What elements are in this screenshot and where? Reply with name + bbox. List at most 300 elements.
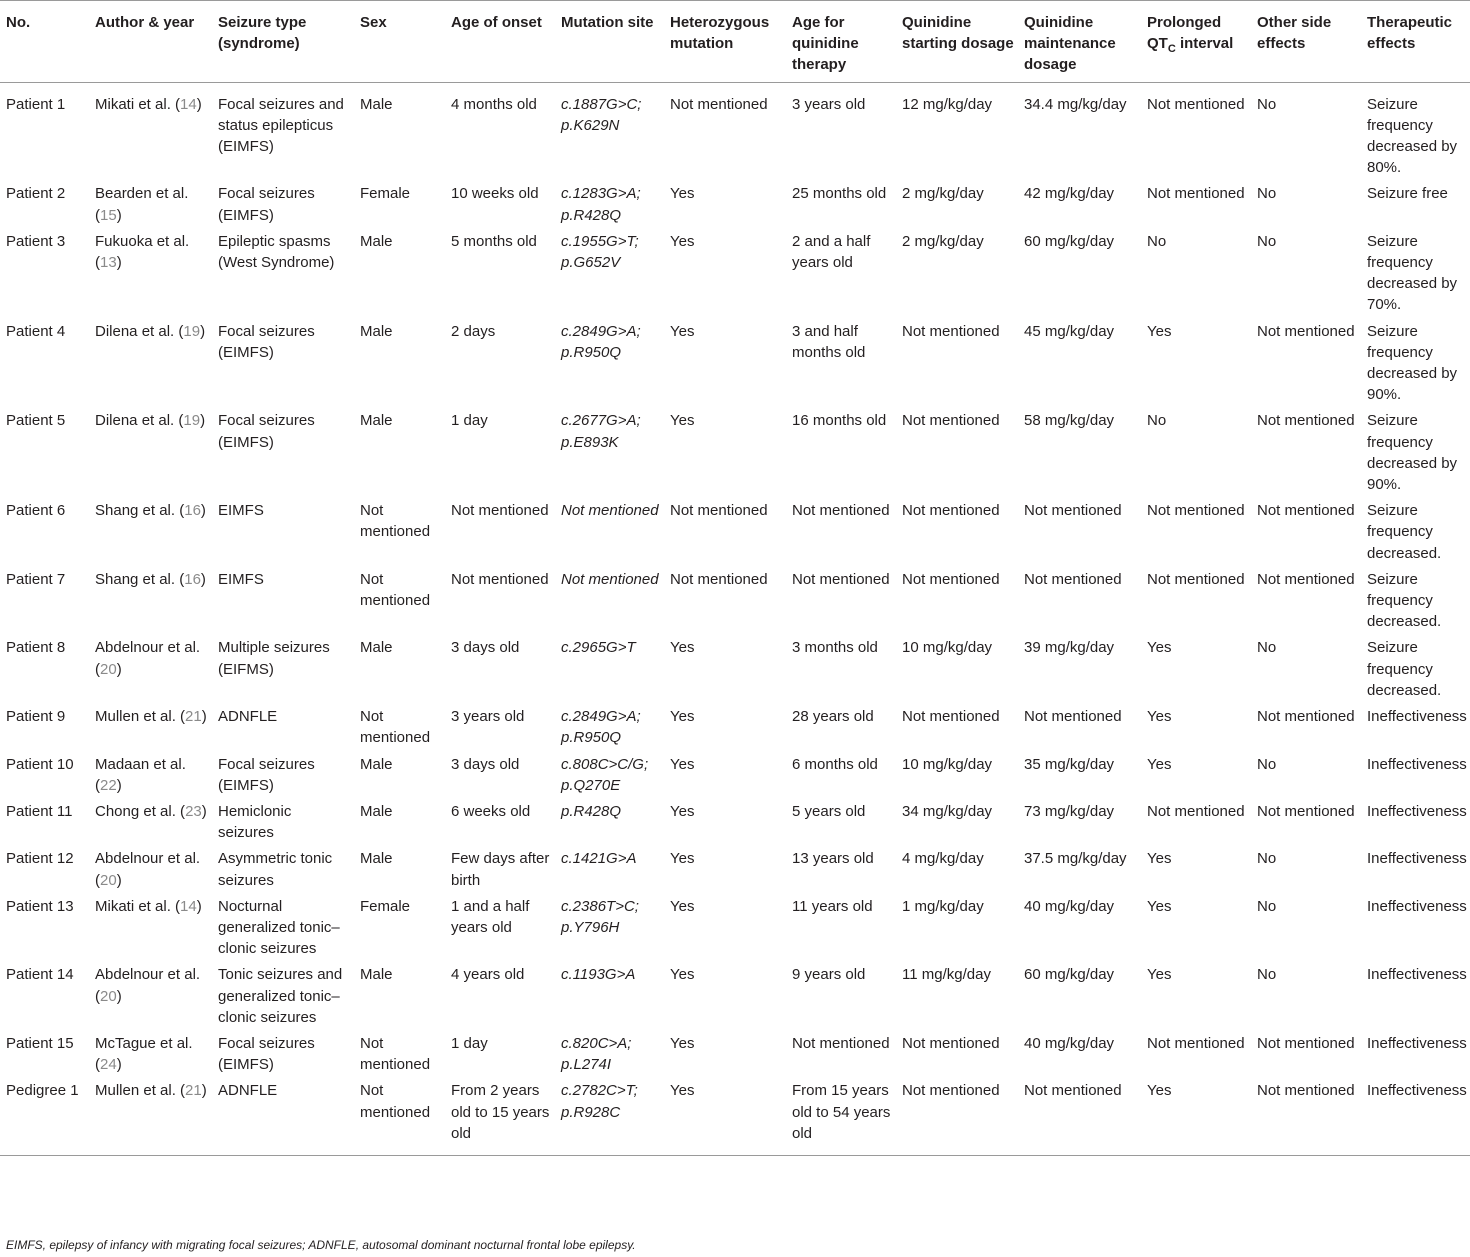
cell-age-therapy: [786, 896, 896, 965]
cell-text: Yes: [670, 802, 695, 820]
cell-text: c.2965G>T: [561, 639, 636, 657]
cell-text: 3 years old: [792, 95, 866, 113]
cell-onset: [445, 848, 555, 895]
cell-text: Not mentioned: [360, 502, 431, 541]
cell-onset: [445, 321, 555, 411]
cell-hetero: [664, 801, 786, 848]
cell-text: c.1421G>A: [561, 850, 637, 868]
cell-text: Patient 11: [6, 802, 73, 820]
cell-text: No: [1257, 850, 1277, 868]
cell-author: Abdelnour et al. (20): [95, 639, 201, 678]
cell-text: Chong et al.: [95, 802, 176, 820]
cell-qtc: [1141, 569, 1251, 638]
cell-text: Yes: [670, 232, 695, 250]
cell-side: [1251, 183, 1361, 230]
cell-text: 10 weeks old: [451, 185, 539, 203]
cell-seizure: [212, 637, 354, 706]
cell-text: Yes: [670, 322, 695, 340]
cell-text: Ineffectiveness: [1367, 708, 1467, 726]
column-header: [445, 1, 555, 83]
table-row: [0, 848, 1470, 895]
header-row: [0, 1, 1470, 83]
reference-link[interactable]: 16: [184, 502, 201, 520]
column-header-subscript: C: [1167, 43, 1176, 56]
cell-mutation: [555, 964, 664, 1033]
cell-text: c.808C>C/G; p.Q270E: [561, 755, 649, 794]
column-header-label: Mutation site: [561, 14, 654, 31]
cell-text: Fukuoka et al.: [95, 232, 190, 250]
cell-onset: [445, 231, 555, 321]
cell-age-therapy: [786, 637, 896, 706]
table-row: [0, 754, 1470, 801]
cell-text: No: [1147, 232, 1167, 250]
cell-onset: [445, 637, 555, 706]
cell-text: p.R428Q: [561, 802, 622, 820]
cell-text: 3 months old: [792, 639, 878, 657]
cell-effect: [1361, 848, 1470, 895]
cell-text: Patient 3: [6, 232, 66, 250]
table-footnote: EIMFS, epilepsy of infancy with migrating focal seizures; ADNFLE, autosomal dominant nocturnal frontal lobe epilepsy.: [6, 1238, 636, 1252]
column-header-label: Prolonged QT: [1147, 14, 1222, 53]
cell-text: 3 years old: [451, 708, 525, 726]
column-header-label: Age of onset: [451, 14, 542, 31]
cell-text: 5 months old: [451, 232, 537, 250]
reference-link[interactable]: 21: [185, 708, 202, 726]
cell-text: From 15 years old to 54 years old: [792, 1082, 891, 1142]
cell-text: 1 mg/kg/day: [902, 897, 984, 915]
cell-text: No: [1257, 755, 1277, 773]
cell-text: Not mentioned: [792, 502, 890, 520]
column-header: [1361, 1, 1470, 83]
cell-text: Focal seizures (EIMFS): [218, 322, 315, 361]
reference-link[interactable]: 21: [185, 1082, 202, 1100]
cell-effect: [1361, 569, 1470, 638]
cell-age-therapy: [786, 754, 896, 801]
cell-text: 3 days old: [451, 755, 520, 773]
cell-sex: [354, 848, 445, 895]
cell-age-therapy: [786, 1033, 896, 1080]
column-header-label: Heterozygous mutation: [670, 14, 770, 53]
cell-qtc: [1141, 1080, 1251, 1155]
reference-link[interactable]: 22: [100, 776, 117, 794]
cell-text: Patient 10: [6, 755, 74, 773]
cell-mutation: [555, 754, 664, 801]
column-header: [786, 1, 896, 83]
reference-link[interactable]: 19: [183, 322, 201, 340]
reference-link[interactable]: 15: [100, 206, 117, 224]
cell-text: Focal seizures (EIMFS): [218, 185, 315, 224]
cell-hetero: [664, 964, 786, 1033]
cell-text: Not mentioned: [1257, 570, 1355, 588]
reference-link[interactable]: 20: [100, 987, 117, 1005]
reference-link[interactable]: 19: [183, 412, 201, 430]
reference-link[interactable]: 20: [100, 871, 117, 889]
cell-text: Multiple seizures (EIFMS): [218, 639, 330, 678]
cell-text: Not mentioned: [902, 412, 1000, 430]
cell-mutation: [555, 321, 664, 411]
cell-text: Yes: [1147, 708, 1172, 726]
cell-qtc: [1141, 183, 1251, 230]
cell-hetero: [664, 848, 786, 895]
cell-text: Yes: [670, 708, 695, 726]
cell-start: [896, 231, 1018, 321]
cell-sex: [354, 964, 445, 1033]
cell-effect: [1361, 321, 1470, 411]
reference-link[interactable]: 24: [100, 1056, 117, 1074]
column-header: [0, 1, 89, 83]
column-header-label: Quinidine maintenance dosage: [1024, 14, 1116, 74]
cell-text: 13 years old: [792, 850, 874, 868]
cell-qtc: [1141, 964, 1251, 1033]
cell-text: Patient 4: [6, 322, 66, 340]
cell-text: Shang et al.: [95, 570, 176, 588]
table-row: [0, 500, 1470, 569]
cell-no: [0, 500, 89, 569]
cell-text: 2 days: [451, 322, 496, 340]
cell-side: [1251, 82, 1361, 183]
cell-sex: [354, 231, 445, 321]
cell-effect: [1361, 231, 1470, 321]
cell-text: Seizure frequency decreased by 90%.: [1367, 322, 1458, 404]
cell-text: Not mentioned: [1257, 322, 1355, 340]
cell-qtc: [1141, 801, 1251, 848]
cell-text: No: [1257, 95, 1277, 113]
cell-text: Focal seizures and status epilepticus (EIMFS): [218, 95, 344, 156]
cell-no: [0, 183, 89, 230]
cell-text: Not mentioned: [1257, 412, 1355, 430]
cell-text: Not mentioned: [1147, 570, 1245, 588]
cell-side: [1251, 500, 1361, 569]
cell-side: [1251, 637, 1361, 706]
cell-text: Not mentioned: [1257, 708, 1355, 726]
cell-seizure: [212, 896, 354, 965]
reference-link[interactable]: 23: [185, 802, 202, 820]
cell-onset: [445, 801, 555, 848]
cell-text: 60 mg/kg/day: [1024, 966, 1115, 984]
cell-text: Yes: [670, 185, 695, 203]
cell-no: [0, 706, 89, 753]
cell-side: [1251, 231, 1361, 321]
cell-text: No: [1257, 185, 1277, 203]
cell-sex: [354, 410, 445, 500]
cell-text: Seizure frequency decreased by 70%.: [1367, 232, 1458, 314]
cell-effect: [1361, 183, 1470, 230]
cell-text: Seizure frequency decreased.: [1367, 639, 1442, 699]
cell-age-therapy: [786, 410, 896, 500]
cell-text: 10 mg/kg/day: [902, 755, 993, 773]
cell-onset: [445, 706, 555, 753]
cell-text: 40 mg/kg/day: [1024, 1034, 1115, 1052]
cell-text: Not mentioned: [360, 570, 431, 610]
cell-text: 28 years old: [792, 708, 874, 726]
cell-side: [1251, 706, 1361, 753]
cell-text: Asymmetric tonic seizures: [218, 850, 333, 889]
cell-text: c.2677G>A; p.E893K: [561, 412, 641, 451]
cell-start: [896, 964, 1018, 1033]
cell-text: Not mentioned: [1147, 1034, 1245, 1052]
table-row: [0, 82, 1470, 183]
cell-text: From 2 years old to 15 years old: [451, 1082, 550, 1142]
cell-author: Mullen et al. (21): [95, 708, 207, 726]
cell-maint: [1018, 964, 1141, 1033]
cell-sex: [354, 801, 445, 848]
cell-age-therapy: [786, 706, 896, 753]
cell-text: No: [1257, 639, 1277, 657]
cell-text: Male: [360, 755, 393, 773]
cell-age-therapy: [786, 1080, 896, 1155]
cell-no: [0, 1033, 89, 1080]
cell-qtc: [1141, 231, 1251, 321]
cell-text: Not mentioned: [902, 322, 1000, 340]
cell-author: Shang et al. (16): [95, 570, 206, 588]
cell-text: Not mentioned: [792, 570, 890, 588]
cell-no: [0, 964, 89, 1033]
cell-text: Yes: [670, 755, 695, 773]
cell-text: 6 weeks old: [451, 802, 531, 820]
cell-text: Not mentioned: [670, 502, 768, 520]
cell-text: Not mentioned: [1147, 802, 1245, 820]
reference-link[interactable]: 16: [184, 570, 201, 588]
cell-text: Patient 7: [6, 570, 66, 588]
cell-text: Yes: [1147, 850, 1172, 868]
table-row: [0, 1080, 1470, 1155]
column-header: [896, 1, 1018, 83]
cell-sex: [354, 500, 445, 569]
cell-maint: [1018, 500, 1141, 569]
cell-side: [1251, 569, 1361, 638]
cell-maint: [1018, 848, 1141, 895]
cell-text: Not mentioned: [451, 570, 549, 588]
cell-text: Abdelnour et al.: [95, 639, 201, 657]
cell-text: c.1955G>T; p.G652V: [561, 232, 639, 272]
cell-no: [0, 231, 89, 321]
cell-hetero: [664, 637, 786, 706]
cell-text: Patient 5: [6, 412, 66, 430]
cell-text: Tonic seizures and generalized tonic–clonic seizures: [218, 966, 343, 1026]
cell-sex: [354, 321, 445, 411]
cell-text: Pedigree 1: [6, 1082, 79, 1100]
cell-text: 39 mg/kg/day: [1024, 639, 1115, 657]
cell-text: 16 months old: [792, 412, 887, 430]
cell-text: Patient 12: [6, 850, 74, 868]
cell-effect: [1361, 500, 1470, 569]
cell-text: 35 mg/kg/day: [1024, 755, 1115, 773]
cell-text: c.1887G>C; p.K629N: [561, 95, 642, 134]
cell-mutation: [555, 848, 664, 895]
cell-text: Yes: [1147, 639, 1172, 657]
cell-age-therapy: [786, 848, 896, 895]
cell-mutation: [555, 801, 664, 848]
column-header: [212, 1, 354, 83]
cell-text: 2 and a half years old: [792, 232, 871, 272]
cell-hetero: [664, 82, 786, 183]
cell-onset: [445, 754, 555, 801]
cell-text: Not mentioned: [902, 1034, 1000, 1052]
cell-seizure: [212, 848, 354, 895]
cell-text: Not mentioned: [1024, 570, 1122, 588]
cell-effect: [1361, 410, 1470, 500]
table-row: [0, 896, 1470, 965]
cell-qtc: [1141, 706, 1251, 753]
reference-link[interactable]: 13: [100, 254, 117, 272]
column-header: [1251, 1, 1361, 83]
cell-text: Ineffectiveness: [1367, 802, 1467, 820]
cell-text: Not mentioned: [902, 570, 1000, 588]
cell-text: Shang et al.: [95, 502, 176, 520]
cell-start: [896, 848, 1018, 895]
cell-no: [0, 569, 89, 638]
cell-text: 3 and half months old: [792, 322, 866, 361]
cell-text: 6 months old: [792, 755, 878, 773]
cell-qtc: [1141, 500, 1251, 569]
cell-text: c.820C>A; p.L274I: [561, 1034, 632, 1074]
cell-effect: [1361, 1080, 1470, 1155]
cell-no: [0, 1080, 89, 1155]
cell-sex: [354, 82, 445, 183]
cell-text: 45 mg/kg/day: [1024, 322, 1115, 340]
cell-hetero: [664, 896, 786, 965]
cell-mutation: [555, 637, 664, 706]
cell-text: c.1283G>A; p.R428Q: [561, 185, 641, 224]
cell-no: [0, 848, 89, 895]
reference-link[interactable]: 20: [100, 660, 117, 678]
cell-mutation: [555, 1080, 664, 1155]
cell-onset: [445, 1033, 555, 1080]
cell-text: Male: [360, 966, 393, 984]
cell-text: Not mentioned: [1024, 708, 1122, 726]
cell-effect: [1361, 82, 1470, 183]
cell-author: Mullen et al. (21): [95, 1082, 207, 1100]
cell-text: 4 mg/kg/day: [902, 850, 984, 868]
cell-seizure: [212, 231, 354, 321]
cell-text: Not mentioned: [1024, 1082, 1122, 1100]
cell-sex: [354, 896, 445, 965]
cell-qtc: [1141, 754, 1251, 801]
cell-text: Not mentioned: [1147, 95, 1245, 113]
column-header: [89, 1, 212, 83]
cell-text: Madaan et al.: [95, 755, 186, 773]
cell-text: 4 years old: [451, 966, 525, 984]
cell-author: McTague et al. (24): [95, 1034, 193, 1074]
cell-text: 12 mg/kg/day: [902, 95, 993, 113]
cell-text: Patient 2: [6, 185, 66, 203]
cell-onset: [445, 1080, 555, 1155]
cell-text: Not mentioned: [1147, 502, 1245, 520]
cell-onset: [445, 964, 555, 1033]
cell-text: Yes: [1147, 897, 1172, 915]
column-header: [1141, 1, 1251, 83]
cell-sex: [354, 183, 445, 230]
cell-text: Patient 6: [6, 502, 66, 520]
table-row: [0, 231, 1470, 321]
cell-text: Male: [360, 850, 393, 868]
cell-text: Not mentioned: [360, 1034, 431, 1074]
cell-text: 58 mg/kg/day: [1024, 412, 1115, 430]
cell-sex: [354, 569, 445, 638]
cell-start: [896, 1080, 1018, 1155]
reference-link[interactable]: 14: [180, 95, 197, 113]
cell-maint: [1018, 754, 1141, 801]
cell-text: Bearden et al.: [95, 185, 189, 203]
cell-qtc: [1141, 82, 1251, 183]
cell-side: [1251, 801, 1361, 848]
cell-text: EIMFS: [218, 570, 264, 588]
cell-author: Abdelnour et al. (20): [95, 966, 201, 1005]
cell-maint: [1018, 569, 1141, 638]
cell-hetero: [664, 569, 786, 638]
table-row: [0, 410, 1470, 500]
cell-effect: [1361, 896, 1470, 965]
cell-text: No: [1257, 232, 1277, 250]
cell-text: 34.4 mg/kg/day: [1024, 95, 1127, 113]
cell-text: ADNFLE: [218, 1082, 278, 1100]
cell-seizure: [212, 1080, 354, 1155]
cell-text: 1 and a half years old: [451, 897, 530, 936]
cell-hetero: [664, 321, 786, 411]
cell-start: [896, 410, 1018, 500]
cell-age-therapy: [786, 82, 896, 183]
column-header-label-suffix: interval: [1175, 35, 1234, 53]
cell-text: No: [1147, 412, 1167, 430]
cell-text: Seizure frequency decreased.: [1367, 502, 1442, 562]
cell-text: Not mentioned: [792, 1034, 890, 1052]
cell-mutation: [555, 569, 664, 638]
cell-text: Yes: [670, 966, 695, 984]
cell-onset: [445, 896, 555, 965]
cell-text: Abdelnour et al.: [95, 850, 201, 868]
cell-text: No: [1257, 966, 1277, 984]
cell-text: 40 mg/kg/day: [1024, 897, 1115, 915]
cell-text: 1 day: [451, 412, 488, 430]
cell-text: Ineffectiveness: [1367, 897, 1467, 915]
cell-maint: [1018, 82, 1141, 183]
cell-maint: [1018, 896, 1141, 965]
cell-text: Male: [360, 802, 393, 820]
cell-effect: [1361, 964, 1470, 1033]
cell-text: Seizure frequency decreased.: [1367, 570, 1442, 631]
cell-maint: [1018, 231, 1141, 321]
reference-link[interactable]: 14: [180, 897, 197, 915]
cell-text: Patient 14: [6, 966, 74, 984]
cell-text: Dilena et al.: [95, 412, 175, 430]
cell-author: Fukuoka et al. (13): [95, 232, 190, 272]
cell-onset: [445, 500, 555, 569]
cell-text: Ineffectiveness: [1367, 1082, 1467, 1100]
cell-text: Female: [360, 897, 411, 915]
cell-effect: [1361, 754, 1470, 801]
cell-age-therapy: [786, 569, 896, 638]
cell-text: 37.5 mg/kg/day: [1024, 850, 1127, 868]
cell-side: [1251, 896, 1361, 965]
cell-text: Hemiclonic seizures: [218, 802, 292, 842]
cell-maint: [1018, 321, 1141, 411]
cell-text: c.2849G>A; p.R950Q: [561, 708, 641, 747]
cell-seizure: [212, 183, 354, 230]
cell-qtc: [1141, 1033, 1251, 1080]
cell-text: Not mentioned: [1257, 802, 1355, 820]
cell-onset: [445, 183, 555, 230]
cell-no: [0, 896, 89, 965]
cell-text: 1 day: [451, 1034, 488, 1052]
cell-side: [1251, 964, 1361, 1033]
table-body: [0, 82, 1470, 1155]
cell-mutation: [555, 410, 664, 500]
cell-start: [896, 801, 1018, 848]
cell-sex: [354, 1033, 445, 1080]
column-header-label: No.: [6, 14, 31, 31]
table-row: [0, 964, 1470, 1033]
cell-text: Not mentioned: [1257, 1034, 1355, 1052]
